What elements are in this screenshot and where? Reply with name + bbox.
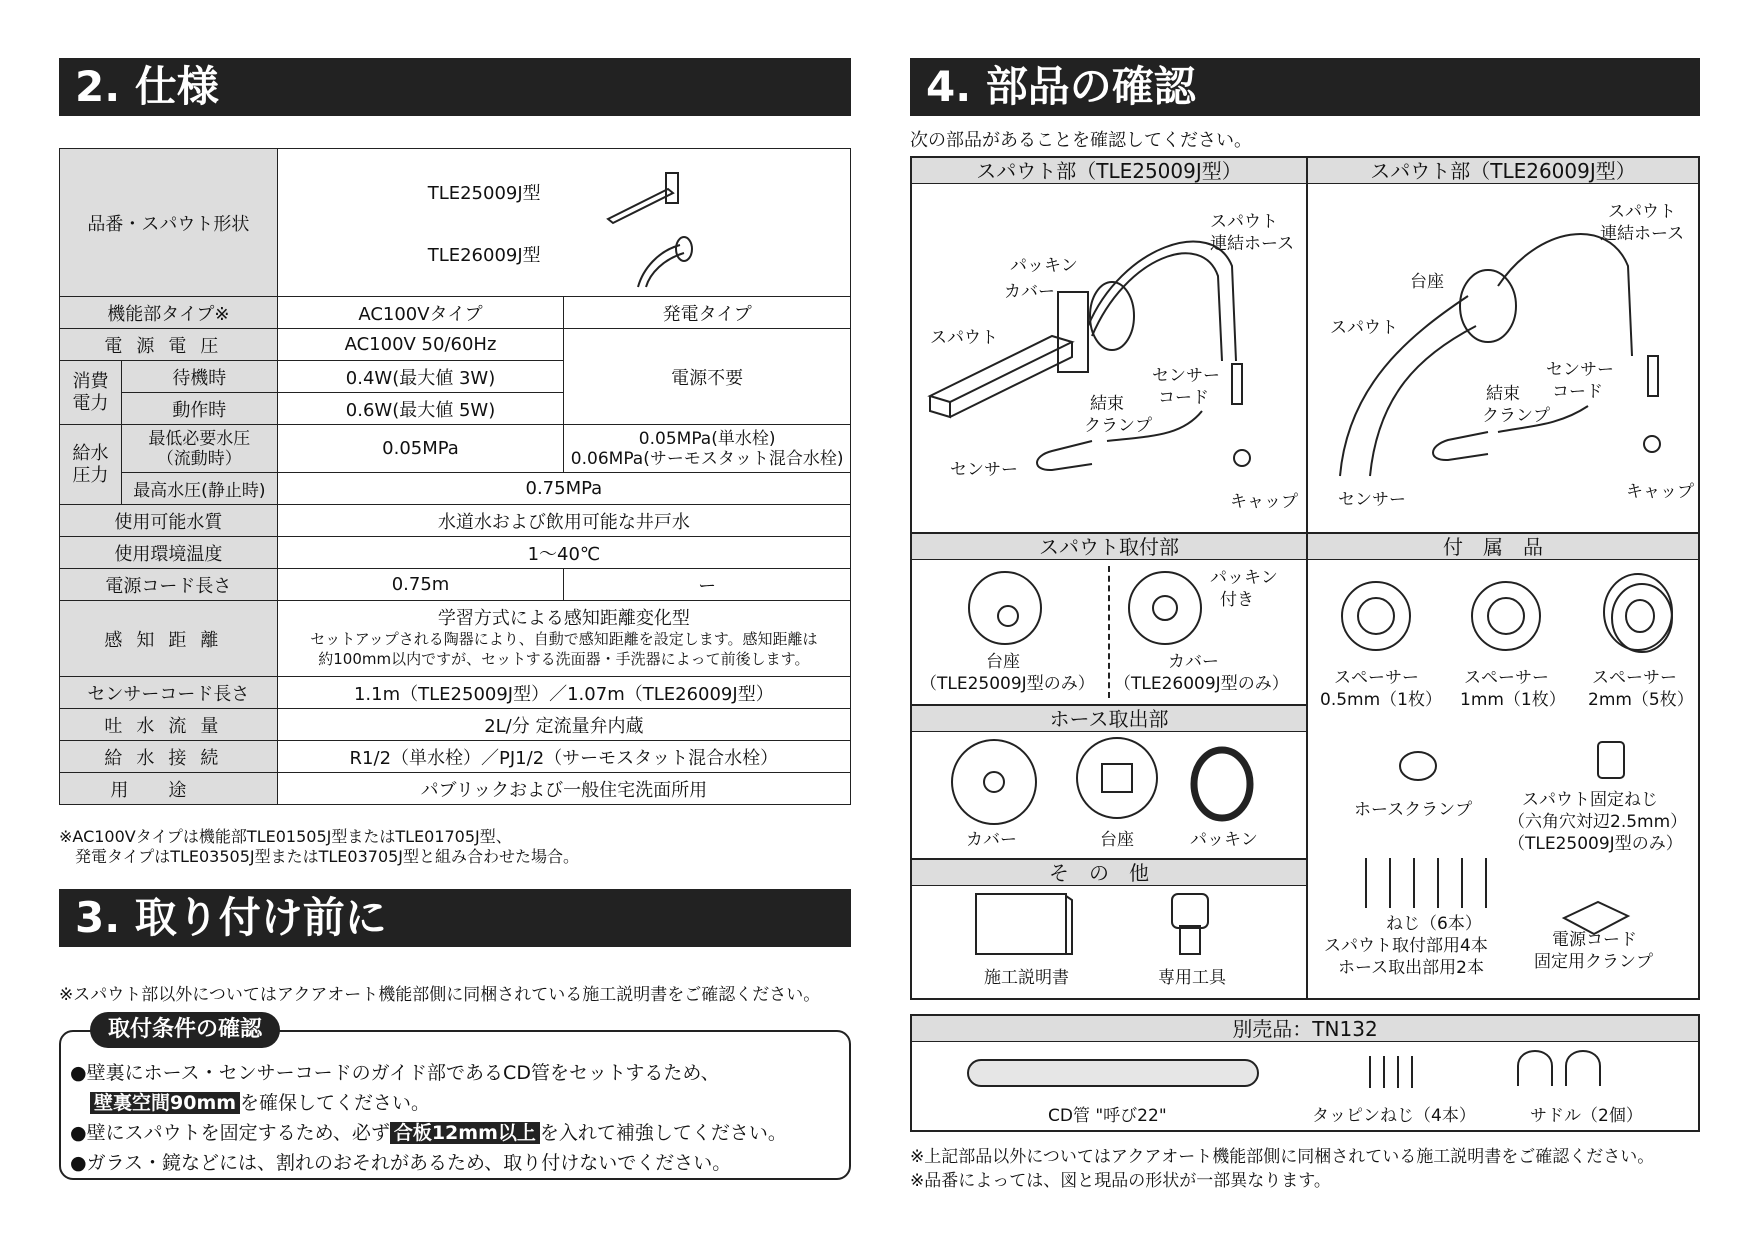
spout2-sensorcord-label1: センサー	[1546, 360, 1614, 380]
spout2-spout-label: スパウト	[1330, 318, 1398, 338]
spec-row-func	[60, 297, 851, 329]
spout2-clamp-label1: 結束	[1486, 384, 1520, 404]
sensor-cord-val: 1.1m（TLE25009J型）／1.07m（TLE26009J型）	[277, 677, 850, 709]
spout1-hose-label1: スパウト	[1210, 212, 1278, 232]
func-ac: AC100Vタイプ	[277, 297, 564, 329]
sensor-cord-label: センサーコード長さ	[60, 677, 278, 709]
spec-row-sensorcord	[60, 677, 851, 709]
mount-packing-label2: 付き	[1220, 590, 1254, 610]
model2-label: TLE26009J型	[427, 245, 541, 266]
mount-cover-label: カバー	[1168, 652, 1219, 672]
spout1-cover-label: カバー	[1004, 282, 1055, 302]
spec-row-power	[60, 329, 851, 361]
spec-row-use	[60, 773, 851, 805]
cond-1b-line	[70, 1088, 787, 1118]
water-label: 給水圧力	[60, 425, 122, 505]
cond-2b: を入れて補強してください。	[539, 1122, 787, 1144]
spec-row-temp	[60, 537, 851, 569]
use-label: 用途	[60, 773, 278, 805]
cord-clamp-label1: 電源コード	[1552, 930, 1637, 950]
spec-row-hinban	[60, 149, 851, 297]
spacer1-sub: 0.5mm（1枚）	[1320, 690, 1442, 710]
spout1-spout-label: スパウト	[930, 328, 998, 348]
spout1-cap-label: キャップ	[1230, 492, 1298, 512]
standby-val: 0.4W(最大値 3W)	[277, 361, 564, 393]
quality-label: 使用可能水質	[60, 505, 278, 537]
sec4-footnote1: ※上記部品以外についてはアクアオート機能部側に同梱されている施工説明書をご確認ください。	[910, 1147, 1655, 1167]
cord-gen: ー	[564, 569, 851, 601]
spout2-title: スパウト部（TLE26009J型）	[1308, 158, 1698, 184]
hose-out-illustration	[912, 736, 1306, 828]
acc-title: 付属品	[1308, 534, 1698, 560]
sense-val2: セットアップされる陶器により、自動で感知距離を設定します。感知距離は	[310, 629, 818, 648]
spacer3-sub: 2mm（5枚）	[1588, 690, 1694, 710]
spout-shape-illustration	[598, 159, 708, 289]
cond-1b: を確保してください。	[240, 1092, 431, 1114]
spout2-cap-label: キャップ	[1626, 482, 1694, 502]
spout2-clamp-label2: クランプ	[1482, 406, 1550, 426]
screw-fix-label3: （TLE25009J型のみ）	[1508, 834, 1683, 854]
manual-label: 施工説明書	[984, 968, 1069, 988]
func-label: 機能部タイプ※	[60, 297, 278, 329]
active-label: 動作時	[121, 393, 277, 425]
spout2-sensorcord-label2: コード	[1552, 382, 1603, 402]
spacer1-label: スペーサー	[1334, 668, 1419, 688]
mount-cover-sub: （TLE26009J型のみ）	[1114, 674, 1289, 694]
standby-label: 待機時	[121, 361, 277, 393]
minp-label-cell	[121, 425, 277, 473]
sense-label: 感知距離	[60, 601, 278, 677]
spacer2-sub: 1mm（1枚）	[1460, 690, 1566, 710]
hose-out-packing-label: パッキン	[1190, 830, 1258, 850]
use-val: パブリックおよび一般住宅洗面所用	[277, 773, 850, 805]
screws-label2: スパウト取付部用4本	[1324, 936, 1488, 956]
conditions-list	[70, 1058, 787, 1178]
temp-label: 使用環境温度	[60, 537, 278, 569]
maxp-label: 最高水圧(静止時)	[121, 473, 277, 505]
separate-illustration	[912, 1046, 1698, 1102]
screws-label1: ねじ（6本）	[1386, 914, 1482, 934]
flow-val: 2L/分 定流量弁内蔵	[277, 709, 850, 741]
spec-row-conn	[60, 741, 851, 773]
sec3-note: ※スパウト部以外についてはアクアオート機能部側に同梱されている施工説明書をご確認ください。	[59, 985, 821, 1005]
screw-fix-label1: スパウト固定ねじ	[1522, 790, 1658, 810]
spout2-hose-label1: スパウト	[1608, 202, 1676, 222]
spout1-packing-label: パッキン	[1010, 256, 1078, 276]
hinban-cell	[277, 149, 850, 297]
power-ac: AC100V 50/60Hz	[277, 329, 564, 361]
sense-val1: 学習方式による感知距離変化型	[437, 607, 690, 629]
accessories-illustration	[1308, 566, 1698, 976]
cond-title: 取付条件の確認	[90, 1012, 280, 1048]
minp-label: 最低必要水圧	[148, 428, 251, 449]
cond-1-highlight: 壁裏空間90mm	[90, 1092, 240, 1114]
cond-3: ●ガラス・鏡などには、割れのおそれがあるため、取り付けないでください。	[70, 1152, 732, 1174]
section3-title: 3. 取り付け前に	[75, 893, 387, 942]
mount-base-label: 台座	[986, 652, 1020, 672]
flow-label: 吐水流量	[60, 709, 278, 741]
minp-gen1: 0.05MPa(単水栓)	[638, 428, 776, 449]
tool-label: 専用工具	[1158, 968, 1226, 988]
sec4-intro: 次の部品があることを確認してください。	[910, 130, 1252, 151]
cord-label: 電源コード長さ	[60, 569, 278, 601]
section2-header	[59, 58, 851, 116]
cond-2-line	[70, 1118, 787, 1148]
screw-fix-label2: （六角穴対辺2.5mm）	[1508, 812, 1688, 832]
conn-label: 給水接続	[60, 741, 278, 773]
cond-1a: ●壁裏にホース・センサーコードのガイド部であるCD管をセットするため、	[70, 1062, 720, 1084]
hinban-label: 品番・スパウト形状	[60, 149, 278, 297]
mount-base-sub: （TLE25009J型のみ）	[920, 674, 1095, 694]
spec-row-maxp	[60, 473, 851, 505]
spec-footnote1: ※AC100Vタイプは機能部TLE01505J型またはTLE01705J型、	[59, 827, 512, 846]
spec-table	[59, 148, 851, 805]
hose-out-base-label: 台座	[1100, 830, 1134, 850]
tapping-screw-label: タッピンねじ（4本）	[1312, 1106, 1476, 1126]
section3-header	[59, 889, 851, 947]
quality-val: 水道水および飲用可能な井戸水	[277, 505, 850, 537]
minp-sub: （流動時）	[156, 448, 242, 469]
conn-val: R1/2（単水栓）／PJ1/2（サーモスタット混合水栓）	[277, 741, 850, 773]
hose-out-cover-label: カバー	[966, 830, 1017, 850]
screws-label3: ホース取出部用2本	[1338, 958, 1484, 978]
func-gen: 発電タイプ	[564, 297, 851, 329]
hose-clamp-label: ホースクランプ	[1354, 800, 1473, 820]
sec4-footnote2: ※品番によっては、図と現品の形状が一部異なります。	[910, 1171, 1331, 1191]
other-title: その他	[912, 860, 1306, 886]
minp-ac: 0.05MPa	[277, 425, 564, 473]
spout1-title: スパウト部（TLE25009J型）	[912, 158, 1306, 184]
cond-2a: ●壁にスパウトを固定するため、必ず	[70, 1122, 390, 1144]
spout1-clamp-label2: クランプ	[1084, 416, 1152, 436]
mount-packing-label1: パッキン	[1210, 568, 1278, 588]
sense-cell	[277, 601, 850, 677]
temp-val: 1～40℃	[277, 537, 850, 569]
spec-row-cord	[60, 569, 851, 601]
section2-title: 2. 仕様	[75, 62, 219, 111]
spout2-hose-label2: 連結ホース	[1600, 224, 1685, 244]
spout1-sensorcord-label1: センサー	[1152, 366, 1220, 386]
spec-row-sense	[60, 601, 851, 677]
other-illustration	[912, 888, 1306, 958]
spout1-sensorcord-label2: コード	[1158, 388, 1209, 408]
consume-label: 消費電力	[60, 361, 122, 425]
separate-title: 別売品：TN132	[912, 1016, 1698, 1042]
no-power: 電源不要	[564, 329, 851, 425]
saddle-label: サドル（2個）	[1530, 1106, 1643, 1126]
cd-pipe-label: CD管 "呼び22"	[1048, 1106, 1167, 1126]
sense-val3: 約100mm以内ですが、セットする洗面器・手洗器によって前後します。	[318, 649, 810, 668]
model1-label: TLE25009J型	[427, 183, 541, 204]
cord-clamp-label2: 固定用クランプ	[1534, 952, 1653, 972]
minp-gen-cell	[564, 425, 851, 473]
cord-ac: 0.75m	[277, 569, 564, 601]
hose-out-title: ホース取出部	[912, 706, 1306, 732]
minp-gen2: 0.06MPa(サーモスタット混合水栓)	[570, 448, 844, 469]
power-label: 電源電圧	[60, 329, 278, 361]
section4-title: 4. 部品の確認	[926, 62, 1196, 111]
maxp-val: 0.75MPa	[277, 473, 850, 505]
spout2-sensor-label: センサー	[1338, 490, 1406, 510]
cond-2-highlight: 合板12mm以上	[390, 1122, 540, 1144]
spec-row-minp	[60, 425, 851, 473]
spacer2-label: スペーサー	[1464, 668, 1549, 688]
spout1-sensor-label: センサー	[950, 460, 1018, 480]
spout1-clamp-label1: 結束	[1090, 394, 1124, 414]
mount-title: スパウト取付部	[912, 534, 1306, 560]
spacer3-label: スペーサー	[1592, 668, 1677, 688]
spec-row-quality	[60, 505, 851, 537]
section4-header	[910, 58, 1700, 116]
spec-row-flow	[60, 709, 851, 741]
spout2-base-label: 台座	[1410, 272, 1444, 292]
spout1-hose-label2: 連結ホース	[1210, 234, 1295, 254]
active-val: 0.6W(最大値 5W)	[277, 393, 564, 425]
spec-footnote2: 発電タイプはTLE03505J型またはTLE03705J型と組み合わせた場合。	[75, 847, 580, 866]
